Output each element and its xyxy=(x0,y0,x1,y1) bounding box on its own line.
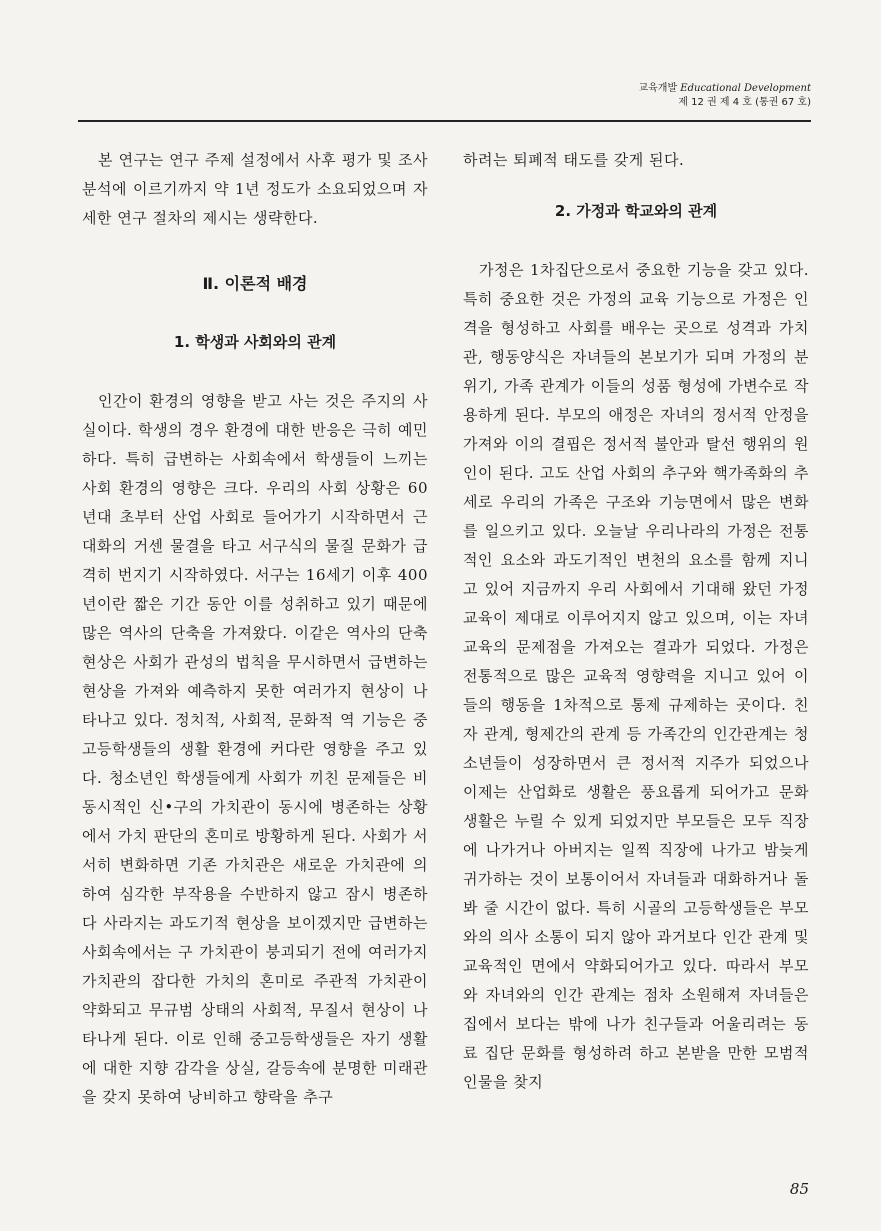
subsection-2-title: 2. 가정과 학교와의 관계 xyxy=(554,202,718,220)
journal-title-kr: 교육개발 xyxy=(638,83,678,94)
journal-title xyxy=(638,82,811,96)
issue-info: 제 12 권 제 4 호 (통권 67 호) xyxy=(678,97,811,108)
journal-title-en: Educational Development xyxy=(680,83,811,94)
subsection-1-title: 1. 학생과 사회와의 관계 xyxy=(173,333,337,351)
header-rule xyxy=(78,120,811,122)
right-paragraph-2: 가정은 1차집단으로서 중요한 기능을 갖고 있다. 특히 중요한 것은 가정의 교육 기능으로 가정은 인격을 형성하고 사회를 배우는 곳으로 성격과 가치관, 행동양식은 자녀들의 본보기가 되며 가정의 분위기, 가족 관계가 이들의 성품 형성에 가변수로 작용하게 된다. 부모의 애정은 자녀의 정서적 안정을 가져와 이의 결핍은 정서적 불안과 탈선 행위의 원인이 된다. 고도 산업 사회의 추구와 핵가족화의 추세로 우리의 가족은 구조와 기능면에서 많은 변화를 일으키고 있다. 오늘날 우리나라의 가정은 전통적인 요소와 과도기적인 변천의 요소를 함께 지니고 있어 지금까지 우리 사회에서 기대해 왔던 가정 교육이 제대로 이루어지지 않고 있으며, 이는 자녀 교육의 문제점을 가져오는 결과가 되었다. 가정은 전통적으로 많은 교육적 영향력을 지니고 있어 이들의 행동을 1차적으로 통제 규제하는 곳이다. 친자 관계, 형제간의 관계 등 가족간의 인간관계는 청소년들이 성장하면서 큰 정서적 지주가 되었으나 이제는 산업화로 생활은 풍요롭게 되어가고 문화 생활은 누릴 수 있게 되었지만 부모들은 모두 직장에 나가거나 아버지는 일찍 직장에 나가고 밤늦게 귀가하는 것이 보통이어서 자녀들과 대화하거나 돌봐 줄 시간이 없다. 특히 시골의 고등학생들은 부모와의 의사 소통이 되지 않아 과거보다 인간 관계 및 교육적인 면에서 약화되어가고 있다. 따라서 부모와 자녀와의 인간 관계는 점차 소원해져 자녀들은 집에서 보다는 밖에 나가 친구들과 어울리려는 동료 집단 문화를 형성하려 하고 본받을 만한 모범적 인물을 찾지 xyxy=(463,261,809,1091)
running-header xyxy=(638,82,811,110)
right-column xyxy=(463,146,809,1097)
left-paragraph-2: 인간이 환경의 영향을 받고 사는 것은 주지의 사실이다. 학생의 경우 환경에 대한 반응은 극히 예민하다. 특히 급변하는 사회속에서 학생들이 느끼는 사회 환경의 영향은 크다. 우리의 사회 상황은 60년대 초부터 산업 사회로 들어가기 시작하면서 근대화의 거센 물결을 타고 서구식의 물질 문화가 급격히 번지기 시작하였다. 서구는 16세기 이후 400년이란 짧은 기간 동안 이를 성취하고 있기 때문에 많은 역사의 단축을 가져왔다. 이같은 역사의 단축 현상은 사회가 관성의 법칙을 무시하면서 급변하는 현상을 가져와 예측하지 못한 여러가지 현상이 나타나고 있다. 정치적, 사회적, 문화적 역 기능은 중고등학생들의 생활 환경에 커다란 영향을 주고 있다. 청소년인 학생들에게 사회가 끼친 문제들은 비동시적인 신•구의 가치관이 동시에 병존하는 상황에서 가치 판단의 혼미로 방황하게 된다. 사회가 서서히 변화하면 기존 가치관은 새로운 가치관에 의하여 심각한 부작용을 수반하지 않고 잠시 병존하다 사라지는 과도기적 현상을 보이겠지만 급변하는 사회속에서는 구 가치관이 붕괴되기 전에 여러가지 가치관의 잡다한 가치의 혼미로 주관적 가치관이 약화되고 무규범 상태의 사회적, 무질서 현상이 나타나게 된다. 이로 인해 중고등학생들은 자기 생활에 대한 지향 감각을 상실, 갈등속에 분명한 미래관을 갖지 못하여 낭비하고 향락을 추구 xyxy=(82,392,428,1106)
section-title: Ⅱ. 이론적 배경 xyxy=(202,274,308,293)
left-column xyxy=(82,146,428,1112)
page-number: 85 xyxy=(789,1180,809,1198)
left-paragraph-1: 본 연구는 연구 주제 설정에서 사후 평가 및 조사 분석에 이르기까지 약 1년 정도가 소요되었으며 자세한 연구 절차의 제시는 생략한다. xyxy=(82,151,428,227)
right-paragraph-1: 하려는 퇴폐적 태도를 갖게 된다. xyxy=(463,151,685,169)
